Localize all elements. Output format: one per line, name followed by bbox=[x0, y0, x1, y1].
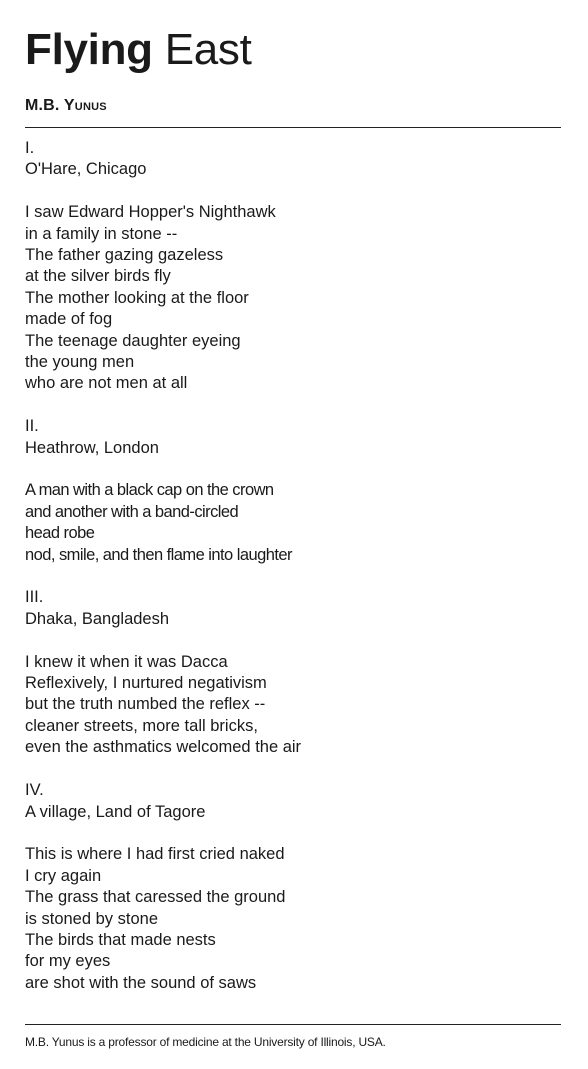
poem-line: I knew it when it was Dacca bbox=[25, 652, 228, 671]
stanza-gap bbox=[25, 566, 561, 587]
section-numeral: I. bbox=[25, 139, 35, 157]
poem-line: The grass that caressed the ground bbox=[25, 888, 286, 907]
poem-line: the young men bbox=[25, 353, 135, 372]
poem-line: made of fog bbox=[25, 310, 113, 329]
poem-title bbox=[25, 24, 252, 76]
poem-line: I saw Edward Hopper's Nighthawk bbox=[25, 203, 276, 222]
section-place: A village, Land of Tagore bbox=[25, 802, 206, 821]
poem-line: A man with a black cap on the crown bbox=[25, 481, 274, 500]
author-name: M.B. Yunus bbox=[25, 97, 107, 114]
poem-line: but the truth numbed the reflex -- bbox=[25, 695, 266, 714]
poem-line: for my eyes bbox=[25, 952, 111, 971]
poem-line: and another with a band-circled bbox=[25, 502, 239, 521]
section-2 bbox=[25, 416, 561, 566]
poem-body bbox=[25, 138, 561, 994]
author-footnote: M.B. Yunus is a professor of medicine at the University of Illinois, USA. bbox=[25, 1035, 386, 1049]
stanza-gap bbox=[25, 395, 561, 416]
poem-line: The mother looking at the floor bbox=[25, 288, 249, 307]
poem-line: at the silver birds fly bbox=[25, 267, 171, 286]
poem-line: even the asthmatics welcomed the air bbox=[25, 738, 302, 757]
poem-line: are shot with the sound of saws bbox=[25, 973, 257, 992]
stanza-gap bbox=[25, 823, 561, 844]
stanza-gap bbox=[25, 181, 561, 202]
section-place: Heathrow, London bbox=[25, 438, 159, 457]
section-numeral: IV. bbox=[25, 781, 44, 800]
stanza-gap bbox=[25, 759, 561, 780]
section-1 bbox=[25, 138, 561, 395]
poem-line: I cry again bbox=[25, 866, 102, 885]
stanza-gap bbox=[25, 630, 561, 651]
poem-line: This is where I had first cried naked bbox=[25, 845, 285, 864]
poem-line: who are not men at all bbox=[25, 374, 188, 393]
poem-line: nod, smile, and then flame into laughter bbox=[25, 545, 292, 564]
section-4 bbox=[25, 780, 561, 994]
poem-line: Reflexively, I nurtured negativism bbox=[25, 674, 267, 693]
poem-line: The birds that made nests bbox=[25, 930, 216, 949]
poem-title-bold: Flying bbox=[25, 25, 153, 74]
section-numeral: III. bbox=[25, 588, 44, 607]
header-divider bbox=[25, 127, 561, 128]
footer-divider bbox=[25, 1024, 561, 1025]
section-place: Dhaka, Bangladesh bbox=[25, 609, 170, 628]
poem-line: in a family in stone -- bbox=[25, 224, 178, 243]
poem-line: is stoned by stone bbox=[25, 909, 158, 928]
poem-line: The father gazing gazeless bbox=[25, 246, 224, 265]
poem-line: head robe bbox=[25, 524, 95, 543]
poem-line: The teenage daughter eyeing bbox=[25, 331, 241, 350]
section-numeral: II. bbox=[25, 417, 39, 436]
document-page bbox=[25, 0, 561, 1069]
stanza-gap bbox=[25, 459, 561, 480]
poem-line: cleaner streets, more tall bricks, bbox=[25, 716, 258, 735]
section-3 bbox=[25, 587, 561, 758]
poem-title-regular: East bbox=[164, 25, 252, 74]
section-place: O'Hare, Chicago bbox=[25, 160, 147, 179]
